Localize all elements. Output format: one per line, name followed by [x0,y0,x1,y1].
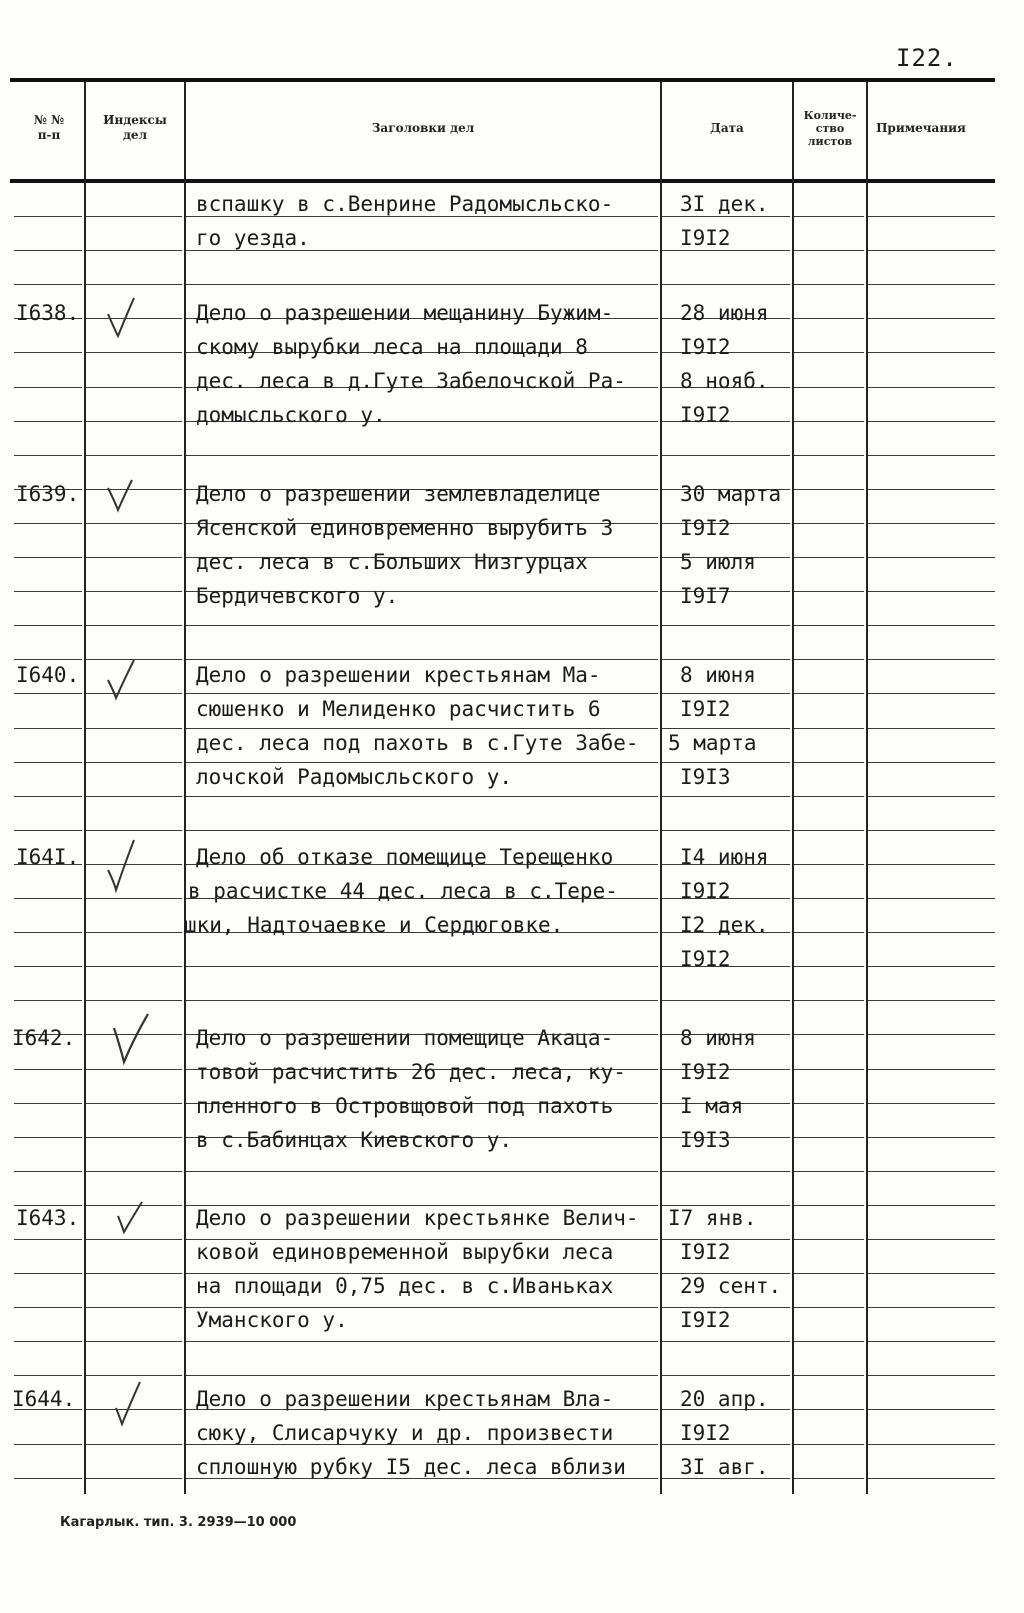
row-rule [662,1375,790,1376]
row-rule [662,796,790,797]
row-rule [186,1171,658,1172]
row-rule [14,1307,82,1308]
row-rule [662,830,790,831]
check-mark-icon [102,292,142,342]
entry-date: I9I2 [680,1240,731,1264]
row-rule [868,216,995,217]
row-rule [14,830,82,831]
entry-title-line: в с.Бабинцах Киевского у. [196,1128,513,1152]
check-mark-icon [112,1198,152,1238]
row-rule [868,1171,995,1172]
row-rule [86,1103,182,1104]
row-rule [86,1375,182,1376]
header-date: Дата [710,120,744,135]
row-rule [14,762,82,763]
entry-date: I9I2 [680,516,731,540]
row-rule [86,523,182,524]
row-rule [86,1307,182,1308]
row-rule [868,898,995,899]
row-rule [794,1034,864,1035]
entry-title-line: в расчистке 44 дес. леса в с.Тере- [188,879,618,903]
entry-date: I9I2 [680,403,731,427]
row-rule [662,284,790,285]
entry-number: I64I. [16,845,80,869]
entry-title-line: Уманского у. [196,1308,348,1332]
row-rule [794,1069,864,1070]
row-rule [86,796,182,797]
row-rule [14,1375,82,1376]
row-rule [794,1409,864,1410]
check-mark-icon [102,476,142,516]
entry-date: I9I2 [680,697,731,721]
column-divider [660,82,662,1494]
column-divider [84,82,86,1494]
row-rule [794,728,864,729]
row-rule [14,216,82,217]
entry-date: 28 июня [680,301,769,325]
row-rule [14,796,82,797]
entry-date: 3I авг. [680,1455,769,1479]
row-rule [14,591,82,592]
entry-title-line: Дело о разрешении помещице Акаца- [196,1026,614,1050]
row-rule [868,659,995,660]
row-rule [186,1375,658,1376]
row-rule [86,250,182,251]
row-rule [14,898,82,899]
row-rule [86,1478,182,1479]
row-rule [794,250,864,251]
row-rule [14,284,82,285]
row-rule [14,557,82,558]
row-rule [794,387,864,388]
entry-title-line: Дело об отказе помещице Терещенко [196,845,614,869]
row-rule [868,625,995,626]
row-rule [868,1137,995,1138]
row-rule [794,1478,864,1479]
entry-date: I9I3 [680,765,731,789]
row-rule [14,1000,82,1001]
row-rule [868,352,995,353]
check-mark-icon [102,656,142,706]
entry-title-line: Дело о разрешении мещанину Бужим- [196,301,614,325]
row-rule [14,1273,82,1274]
entry-title-line: сюку, Слисарчуку и др. произвести [196,1421,614,1445]
row-rule [86,762,182,763]
row-rule [868,932,995,933]
entry-title-line: дес. леса под пахоть в с.Гуте Забе- [196,731,639,755]
row-rule [14,250,82,251]
row-rule [14,966,82,967]
entry-number: I638. [16,301,80,325]
row-rule [794,1171,864,1172]
entry-date: I9I3 [680,1128,731,1152]
entry-date: I4 июня [680,845,769,869]
row-rule [868,387,995,388]
row-rule [868,830,995,831]
row-rule [14,1171,82,1172]
entry-date: 8 июня [680,1026,756,1050]
page-number: I22. [896,44,958,72]
row-rule [86,455,182,456]
row-rule [868,318,995,319]
row-rule [868,966,995,967]
row-rule [86,932,182,933]
row-rule [662,1341,790,1342]
header-number: № № п-п [33,113,65,142]
row-rule [14,625,82,626]
row-rule [662,455,790,456]
entry-title-line: Дело о разрешении крестьянке Велич- [196,1206,639,1230]
entry-date: I9I7 [680,584,731,608]
check-mark-icon [100,836,140,896]
column-divider [184,82,186,1494]
row-rule [868,796,995,797]
row-rule [14,1341,82,1342]
row-rule [86,966,182,967]
row-rule [86,1171,182,1172]
row-rule [794,216,864,217]
row-rule [794,1341,864,1342]
row-rule [86,1239,182,1240]
row-rule [868,250,995,251]
row-rule [868,1444,995,1445]
row-rule [86,352,182,353]
row-rule [794,864,864,865]
entry-title-line: дес. леса в д.Гуте Забелочской Ра- [196,369,626,393]
entry-title-line: Дело о разрешении крестьянам Ма- [196,663,601,687]
entry-title-line: Дело о разрешении землевладелице [196,482,601,506]
entry-number: I642. [12,1026,76,1050]
entry-title-line: Бердичевского у. [196,584,399,608]
row-rule [868,1103,995,1104]
entry-title-line: Дело о разрешении крестьянам Вла- [196,1387,614,1411]
print-imprint: Кагарлык. тип. 3. 2939—10 000 [60,1515,297,1530]
row-rule [86,898,182,899]
row-rule [14,1069,82,1070]
row-rule [794,932,864,933]
entry-title-line: Ясенской единовременно вырубить 3 [196,516,614,540]
entry-date: I9I2 [680,947,731,971]
row-rule [86,1444,182,1445]
row-rule [14,1239,82,1240]
entry-date: I9I2 [680,879,731,903]
row-rule [868,284,995,285]
row-rule [14,932,82,933]
row-rule [794,762,864,763]
header-notes: Примечания [876,120,966,135]
row-rule [794,659,864,660]
row-rule [868,1000,995,1001]
row-rule [794,966,864,967]
row-rule [868,1341,995,1342]
row-rule [868,1273,995,1274]
row-rule [14,352,82,353]
row-rule [868,1409,995,1410]
row-rule [794,557,864,558]
entry-title-line: го уезда. [196,226,310,250]
row-rule [868,1478,995,1479]
row-rule [86,387,182,388]
entry-date: 8 нояб. [680,369,769,393]
entry-date: I9I2 [680,335,731,359]
row-rule [794,284,864,285]
row-rule [868,1239,995,1240]
row-rule [868,421,995,422]
entry-date: I9I2 [680,1060,731,1084]
entry-date: 20 апр. [680,1387,769,1411]
entry-date: 29 сент. [680,1274,782,1298]
check-mark-icon [110,1378,150,1428]
entry-date: I9I2 [680,1421,731,1445]
row-rule [186,796,658,797]
entry-title-line: пленного в Островщовой под пахоть [196,1094,614,1118]
row-rule [794,352,864,353]
row-rule [86,1341,182,1342]
row-rule [794,625,864,626]
row-rule [868,728,995,729]
entry-date: I9I2 [680,1308,731,1332]
row-rule [86,1273,182,1274]
row-rule [794,318,864,319]
entry-title-line: товой расчистить 26 дес. леса, ку- [196,1060,626,1084]
row-rule [794,489,864,490]
row-rule [868,1375,995,1376]
row-rule [868,1307,995,1308]
column-divider [792,82,794,1494]
row-rule [86,284,182,285]
column-divider [866,82,868,1494]
row-rule [868,1034,995,1035]
row-rule [794,1103,864,1104]
row-rule [86,728,182,729]
row-rule [794,591,864,592]
row-rule [868,762,995,763]
row-rule [868,1205,995,1206]
row-rule [794,523,864,524]
row-rule [14,523,82,524]
row-rule [14,421,82,422]
row-rule [14,693,82,694]
entry-date: I2 дек. [680,913,769,937]
row-rule [794,830,864,831]
row-rule [86,625,182,626]
row-rule [14,455,82,456]
row-rule [794,1307,864,1308]
row-rule [86,591,182,592]
entry-date: 30 марта [680,482,782,506]
row-rule [868,591,995,592]
row-rule [186,455,658,456]
entry-date: I7 янв. [668,1206,757,1230]
row-rule [868,523,995,524]
row-rule [186,625,658,626]
row-rule [14,1137,82,1138]
row-rule [794,455,864,456]
header-title: Заголовки дел [371,120,475,135]
row-rule [86,557,182,558]
row-rule [794,1000,864,1001]
row-rule [14,1444,82,1445]
row-rule [86,1000,182,1001]
row-rule [86,216,182,217]
entry-number: I640. [16,663,80,687]
entry-title-line: шки, Надточаевке и Сердюговке. [184,913,564,937]
entry-title-line: лочской Радомысльского у. [196,765,513,789]
row-rule [794,898,864,899]
row-rule [868,455,995,456]
row-rule [86,1137,182,1138]
header-bottom-border [10,179,995,183]
row-rule [186,284,658,285]
entry-date: I мая [680,1094,744,1118]
row-rule [794,1137,864,1138]
entry-title-line: ковой единовременной вырубки леса [196,1240,614,1264]
entry-title-line: скому вырубки леса на площади 8 [196,335,588,359]
row-rule [186,830,658,831]
row-rule [14,387,82,388]
entry-date: 5 июля [680,550,756,574]
row-rule [794,796,864,797]
entry-title-line: домысльского у. [196,403,386,427]
entry-title-line: дес. леса в с.Больших Низгурцах [196,550,588,574]
entry-title-line: сюшенко и Мелиденко расчистить 6 [196,697,601,721]
row-rule [794,1239,864,1240]
check-mark-icon [108,1010,158,1070]
entry-title-line: вспашку в с.Венрине Радомысльско- [196,192,614,216]
entry-title-line: сплошную рубку I5 дес. леса вблизи [196,1455,626,1479]
row-rule [86,421,182,422]
entry-number: I643. [16,1206,80,1230]
row-rule [86,830,182,831]
table-top-border [10,78,995,82]
row-rule [794,421,864,422]
header-sheets: Количе- ство листов [803,108,857,148]
entry-date: 3I дек. [680,192,769,216]
row-rule [14,1478,82,1479]
row-rule [14,728,82,729]
row-rule [868,489,995,490]
header-index: Индексы дел [103,113,167,142]
row-rule [794,1444,864,1445]
row-rule [186,1341,658,1342]
entry-number: I644. [12,1387,76,1411]
row-rule [868,864,995,865]
entry-title-line: на площади 0,75 дес. в с.Иваньках [196,1274,614,1298]
row-rule [794,1205,864,1206]
row-rule [186,966,658,967]
row-rule [794,1273,864,1274]
row-rule [662,1171,790,1172]
row-rule [662,625,790,626]
entry-date: 5 марта [668,731,757,755]
row-rule [868,1069,995,1070]
row-rule [794,693,864,694]
entry-date: I9I2 [680,226,731,250]
row-rule [868,557,995,558]
row-rule [662,1000,790,1001]
row-rule [794,1375,864,1376]
entry-date: 8 июня [680,663,756,687]
row-rule [14,1103,82,1104]
row-rule [186,1000,658,1001]
row-rule [868,693,995,694]
entry-number: I639. [16,482,80,506]
